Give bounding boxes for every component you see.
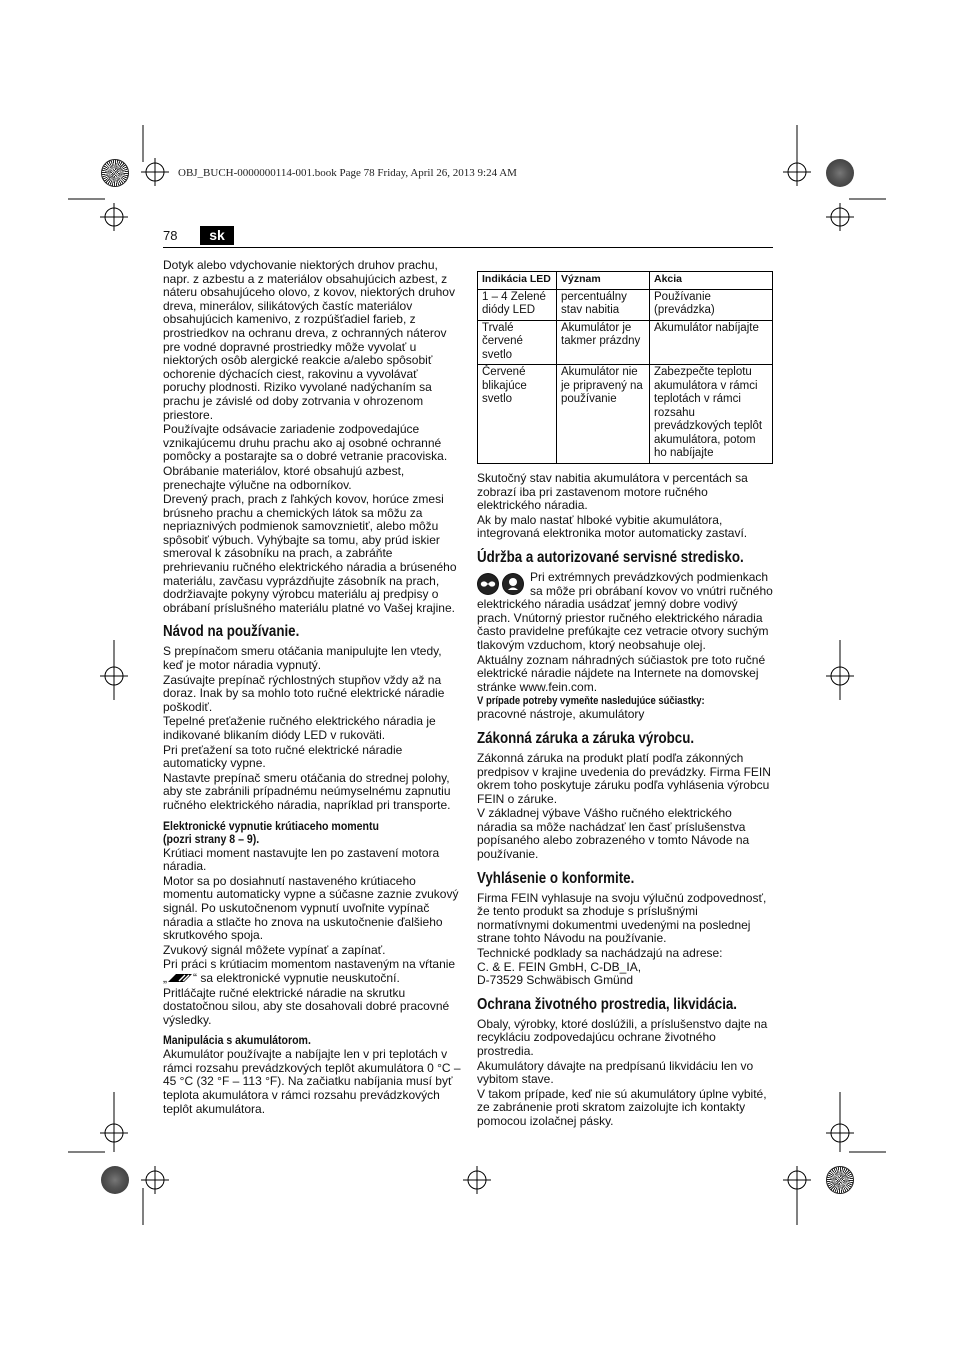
section-heading: Návod na používanie. <box>163 623 300 641</box>
paragraph: Nastavte prepínač smeru otáčania do strednej polohy, aby ste zabránili prípadnému neúmyselnému zapnutiu ručného elektrického náradia, napríklad pri transporte. <box>163 770 451 812</box>
paragraph: Motor sa po dosiahnutí nastaveného krútiaceho momentu automaticky vypne a súčasne zaznie zvukový signál. Po uskutočnenom vypnutí uvoľnite vypínač náradia a stlačte ho znova na uskutočnenie ďalšieho skrutkového spoja. <box>163 873 459 943</box>
text: Pri práci s krútiacim momentom nastaveným na vŕtanie „ <box>163 957 456 985</box>
table-cell: Akumulátor nie je pripravený na používanie <box>557 365 650 464</box>
paragraph: Zákonná záruka na produkt platí podľa zákonných predpisov v krajine uvedenia do prevádzky. Firma FEIN okrem toho poskytuje záruku podľa vyhlásenia výrobcu FEIN o záruke. <box>477 750 771 806</box>
language-badge: sk <box>200 226 234 245</box>
table-cell: percentuálny stav nabitia <box>557 289 650 320</box>
paragraph: Ak by malo nastať hlboké vybitie akumulátora, integrovaná elektronika motor automaticky zastaví. <box>477 512 748 541</box>
section-heading: Ochrana životného prostredia, likvidácia. <box>477 995 738 1013</box>
paragraph: Krútiaci moment nastavujte len po zastavení motora náradia. <box>163 845 440 874</box>
section-heading: Vyhlásenie o konformite. <box>477 869 635 887</box>
paragraph: Obrábanie materiálov, ktoré obsahujú azbest, prenechajte výlučne na odborníkov. <box>163 463 405 492</box>
header-rule <box>163 247 773 248</box>
column-header: Akcia <box>650 272 773 290</box>
paragraph: Dotyk alebo vdychovanie niektorých druhov prachu, napr. z azbestu a z materiálov obsahujúcich azbest, z náteru obsahujúceho olovo, z kovov, niektorých druhov dreva, minerálov, silikátových častíc materiálov obsahujúcich kamenivo, z rozpúšťadiel farieb, z prostriedkov na ochranu dreva, z ochranných náterov pre vodné dopravné prostriedky môže vyvolať u niektorých osôb alergické reakcie a/alebo spôsobiť ochorenie dýchacích ciest, rakovinu a vyvolávať poruchy plodnosti. Riziko vyvolané nadýchaním sa prachu je závislé od doby zotrvania v ohrozenom priestore. <box>163 258 455 422</box>
paragraph: Technické podklady sa nachádzajú na adrese: <box>477 946 723 961</box>
print-header: OBJ_BUCH-0000000114-001.book Page 78 Friday, April 26, 2013 9:24 AM <box>178 167 517 179</box>
paragraph: Skutočný stav nabitia akumulátora v percentách sa zobrazí iba pri zastavenom motore ručného elektrického náradia. <box>477 471 748 513</box>
paragraph: Zasúvajte prepínač rýchlostných stupňov vždy až na doraz. Inak by sa mohlo toto ručné elektrické náradie poškodiť. <box>163 672 445 714</box>
left-column <box>163 259 461 1117</box>
table-cell: Trvalé červené svetlo <box>478 320 557 365</box>
paragraph: Akumulátor používajte a nabíjajte len v pri teplotách v rámci rozsahu prevádzkových teplôt akumulátora 0 °C – 45 °C (32 °F – 113 °F). Na začiatku nabíjania musí byť teplota akumulátora v rámci rozsahu prevádzkových teplôt akumulátora. <box>163 1047 461 1116</box>
paragraph-drill-setting <box>163 958 461 985</box>
subsection-heading: Elektronické vypnutie krútiaceho momentu <box>163 818 379 833</box>
eye-protection-icon <box>477 573 499 595</box>
paragraph: Obaly, výrobky, ktoré doslúžili, a príslušenstvo dajte na recykláciu zodpovedajúcu ochrane životného prostredia. <box>477 1016 768 1058</box>
paragraph: Akumulátory dávajte na predpísanú likvidáciu len vo vybitom stave. <box>477 1058 754 1087</box>
table-cell: Zabezpečte teplotu akumulátora v rámci teplotách v rámci rozsahu prevádzkových teplôt akumulátora, potom ho nabíjajte <box>650 365 773 464</box>
paragraph: pracovné nástroje, akumulátory <box>477 707 645 722</box>
paragraph: Firma FEIN vyhlasuje na svoju výlučnú zodpovednosť, že tento produkt sa zhoduje s príslušnými normatívnymi dokumentmi uvedenými na poslednej strane tohto Návodu na používanie. <box>477 890 767 946</box>
paragraph: Zvukový signál môžete vypínať a zapínať. <box>163 942 386 957</box>
address-line: D-73529 Schwäbisch Gmünd <box>477 973 634 988</box>
paragraph: Pritláčajte ručné elektrické náradie na skrutku dostatočnou silou, aby ste dosahovali dobré pracovné výsledky. <box>163 985 450 1027</box>
color-registration-mark <box>101 1166 129 1194</box>
table-cell: Používanie (prevádzka) <box>650 289 773 320</box>
paragraph: S prepínačom smeru otáčania manipulujte len vtedy, keď je motor náradia vypnutý. <box>163 644 442 673</box>
column-header: Indikácia LED <box>478 272 557 290</box>
table-row <box>478 289 773 320</box>
paragraph: V takom prípade, keď nie sú akumulátory úplne vybité, ze zabránenie proti skratom zaizolujte ich kontakty pomocou izolačnej pásky. <box>477 1086 767 1128</box>
table-cell: Červené blikajúce svetlo <box>478 365 557 464</box>
table-cell: 1 – 4 Zelené diódy LED <box>478 289 557 320</box>
address-line: C. & E. FEIN GmbH, C-DB_IA, <box>477 959 642 974</box>
color-registration-mark <box>826 1166 854 1194</box>
table-cell: Akumulátor nabíjajte <box>650 320 773 365</box>
table-row <box>478 365 773 464</box>
led-indicator-table <box>477 271 773 464</box>
column-header: Význam <box>557 272 650 290</box>
paragraph: Používajte odsávacie zariadenie zodpovedajúce vznikajúcemu druhu prachu ako aj osobné ochranné pomôcky a postarajte sa o dobré vetranie pracoviska. <box>163 422 448 464</box>
section-heading: Údržba a autorizované servisné stredisko. <box>477 548 744 566</box>
table-row <box>478 320 773 365</box>
color-registration-mark <box>826 159 854 187</box>
color-registration-mark <box>101 159 129 187</box>
page-number: 78 <box>163 228 178 243</box>
paragraph: V základnej výbave Vášho ručného elektrického náradia sa môže nachádzať len časť príslušenstva popísaného alebo zobrazeného v tomto Návode na používanie. <box>477 806 750 862</box>
right-column <box>477 472 773 1130</box>
respirator-icon <box>502 573 524 595</box>
paragraph: Tepelné preťaženie ručného elektrického náradia je indikované blikaním diódy LED v rukoväti. <box>163 714 436 742</box>
table-cell: Akumulátor je takmer prázdny <box>557 320 650 365</box>
section-heading: Zákonná záruka a záruka výrobcu. <box>477 729 695 747</box>
parts-label: V prípade potreby vymeňte nasledujúce súčiastky: <box>477 695 705 708</box>
subsection-heading: (pozri strany 8 – 9). <box>163 831 260 846</box>
table-header-row <box>478 272 773 290</box>
safety-icons <box>477 573 524 595</box>
paragraph: Aktuálny zoznam náhradných súčiastok pre toto ručné elektrické náradie nájdete na Internete na domovskej stránke www.fein.com. <box>477 652 766 694</box>
subsection-heading: Manipulácia s akumulátorom. <box>163 1033 311 1048</box>
drill-symbol-icon <box>167 973 193 983</box>
paragraph: Pri preťažení sa toto ručné elektrické náradie automaticky vypne. <box>163 742 403 771</box>
paragraph: Drevený prach, prach z ľahkých kovov, horúce zmesi brúsneho prachu a chemických látok sa môžu za nepriaznivých podmienok samovznietiť, alebo môžu spôsobiť výbuch. Vyhýbajte sa tomu, aby prúd iskier smeroval k zásobníku na prach, a zabráňte prehrievaniu ručného elektrického náradia a brúseného materiálu, zavčasu vyprázdňujte zásobník na prach, dodržiavajte pokyny výrobcu materiálu aj predpisy o obrábaní príslušného materiálu platné vo Vašej krajine. <box>163 492 457 615</box>
paragraph: Pri extrémnych prevádzkových podmienkach sa môže pri obrábaní kovov vo vnútri ručného elektrického náradia usádzať jemný dobre vodivý prach. Vnútorný priestor ručného elektrického náradia často pravidelne prefúkajte cez vetracie otvory suchým tlakovým vzduchom, ktorý neobsahuje olej. <box>477 569 773 652</box>
text: “ sa elektronické vypnutie neuskutoční. <box>193 970 400 985</box>
